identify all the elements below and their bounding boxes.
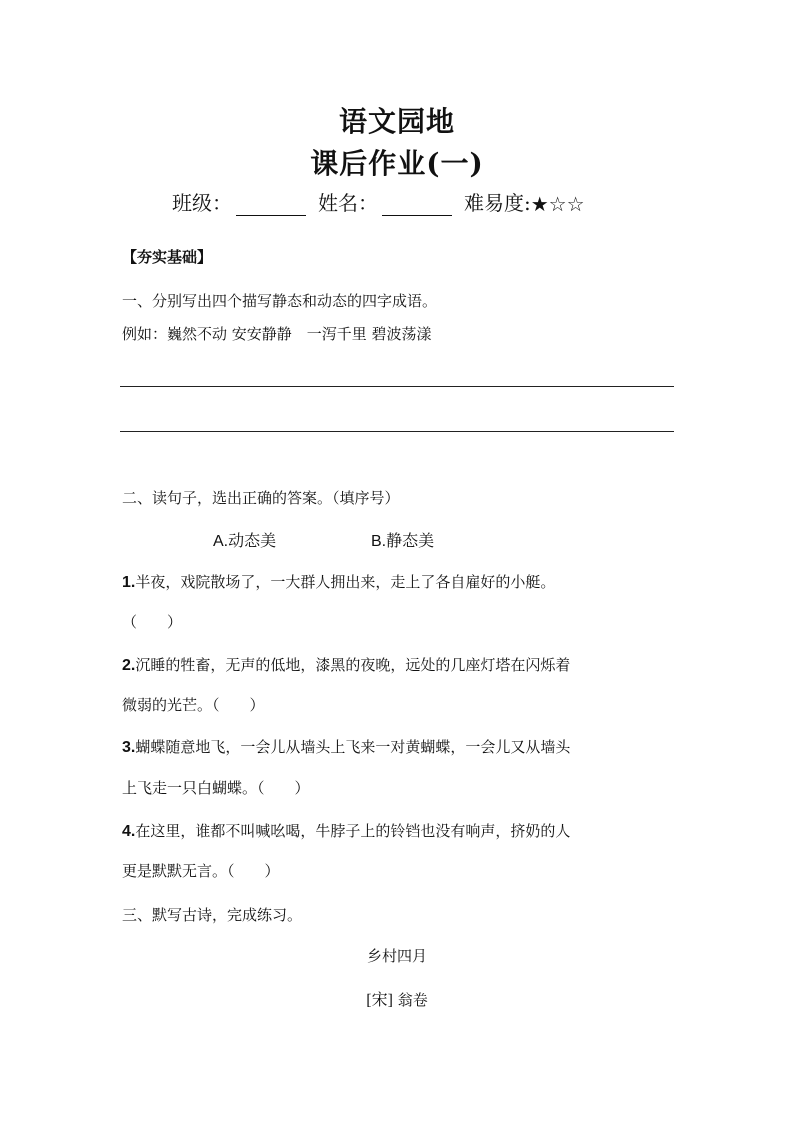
question-3: 三、默写古诗，完成练习。 [122,906,303,924]
list-item [122,654,570,675]
answer-line-1[interactable] [120,386,674,387]
item-text: 沉睡的牲畜，无声的低地，漆黑的夜晚，远处的几座灯塔在闪烁着 [135,656,571,674]
name-label: 姓名： [318,191,378,215]
student-info-row [172,187,585,216]
difficulty-label: 难易度: [464,191,531,215]
item-text: 在这里，谁都不叫喊吆喝，牛脖子上的铃铛也没有响声，挤奶的人 [135,822,571,840]
class-label: 班级： [172,191,232,215]
difficulty-stars: ★☆☆ [530,192,585,216]
list-item [122,820,570,841]
item-text: 蝴蝶随意地飞，一会儿从墙头上飞来一对黄蝴蝶，一会儿又从墙头 [135,738,571,756]
item-text-continued[interactable]: 更是默默无言。（ ） [122,862,280,880]
section-heading: 【夯实基础】 [122,248,213,266]
item-text-continued[interactable]: 上飞走一只白蝴蝶。（ ） [122,779,310,797]
option-a-label: A.动态美 [213,533,277,550]
item-number: 1. [122,574,136,591]
name-field[interactable] [382,193,452,216]
poem-title: 乡村四月 [366,947,427,965]
page-title: 语文园地 [338,105,455,138]
list-item [122,736,570,757]
item-number: 2. [122,657,136,674]
question-1-example: 例如：巍然不动 安安静静 一泻千里 碧波荡漾 [122,325,432,343]
poem-dynasty: [宋] [366,992,393,1009]
option-a [213,528,276,551]
poem-author: 翁卷 [397,991,428,1009]
class-field[interactable] [236,193,306,216]
item-text: 半夜，戏院散场了，一大群人拥出来，走上了各自雇好的小艇。 [135,573,556,591]
answer-line-2[interactable] [120,431,674,432]
page-subtitle: 课后作业(一) [310,147,484,180]
question-1: 一、分别写出四个描写静态和动态的四字成语。 [122,292,438,310]
option-b-label: B.静态美 [371,533,435,550]
poem-author-line [0,987,794,1010]
option-b [371,528,434,551]
item-text-continued[interactable]: 微弱的光芒。（ ） [122,696,265,714]
item-number: 3. [122,739,136,756]
question-2: 二、读句子，选出正确的答案。（填序号） [122,489,400,507]
item-number: 4. [122,823,136,840]
list-item [122,571,555,592]
answer-blank[interactable]: （ ） [122,613,183,631]
